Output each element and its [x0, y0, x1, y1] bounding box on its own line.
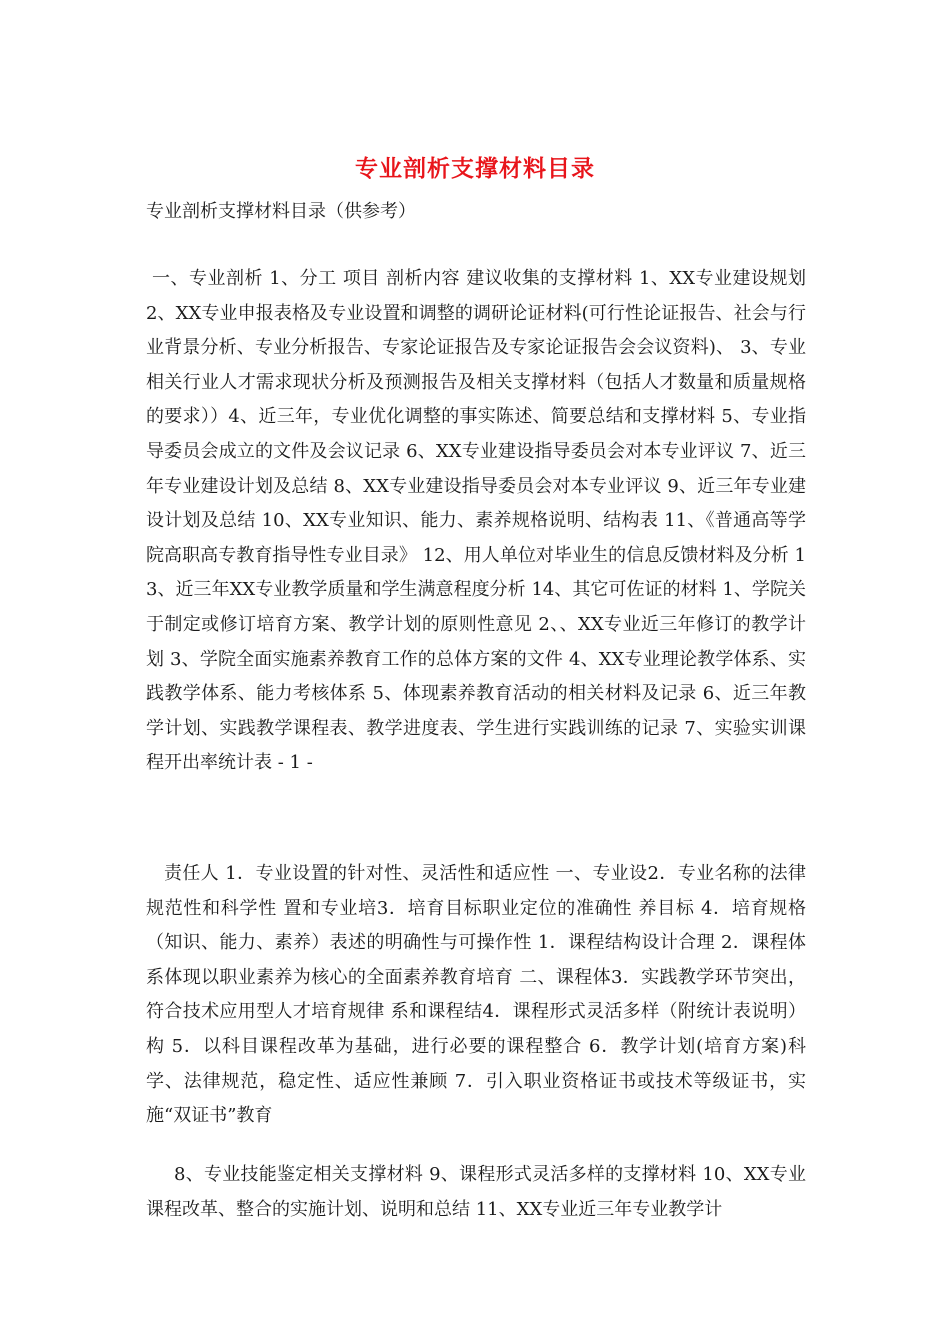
- paragraph-skills-appraisal: 8、专业技能鉴定相关支撑材料 9、课程形式灵活多样的支撑材料 10、XX专业课程改革、整合的实施计划、说明和总结 11、XX专业近三年专业教学计: [146, 1164, 806, 1220]
- paragraph-responsible-person: 责任人 1．专业设置的针对性、灵活性和适应性 一、专业设2．专业名称的法律规范性和科学性 置和专业培3．培育目标职业定位的准确性 养目标 4．培育规格（知识、能力、素养）表述的明确性与可操作性 1．课程结构设计合理 2．课程体系体现以职业素养为核心的全面素养教育培育 二、课程体3．实践教学环节突出，符合技术应用型人才培育规律 系和课程结4．课程形式灵活多样（附统计表说明） 构 5．以科目课程改革为基础，进行必要的课程整合 6．教学计划(培育方案)科学、法律规范，稳定性、适应性兼顾 7．引入职业资格证书或技术等级证书，实施“双证书”教育: [146, 863, 806, 1127]
- document-title: 专业剖析支撑材料目录: [355, 155, 595, 182]
- paragraph-major-analysis: 一、专业剖析 1、分工 项目 剖析内容 建议收集的支撑材料 1、XX专业建设规划 2、XX专业申报表格及专业设置和调整的调研论证材料(可行性论证报告、社会与行业背景分析、专业分析报告、专家论证报告及专家论证报告会会议资料)、 3、专业相关行业人才需求现状分析及预测报告及相关支撑材料（包括人才数量和质量规格的要求））4、近三年，专业优化调整的事实陈述、简要总结和支撑材料 5、专业指导委员会成立的文件及会议记录 6、XX专业建设指导委员会对本专业评议 7、近三年专业建设计划及总结 8、XX专业建设指导委员会对本专业评议 9、近三年专业建设计划及总结 10、XX专业知识、能力、素养规格说明、结构表 11、《普通高等学院高职高专教育指导性专业目录》 12、用人单位对毕业生的信息反馈材料及分析 13、近三年XX专业教学质量和学生满意程度分析 14、其它可佐证的材料 1、学院关于制定或修订培育方案、教学计划的原则性意见 2、、XX专业近三年修订的教学计划 3、学院全面实施素养教育工作的总体方案的文件 4、XX专业理论教学体系、实践教学体系、能力考核体系 5、体现素养教育活动的相关材料及记录 6、近三年教学计划、实践教学课程表、教学进度表、学生进行实践训练的记录 7、实验实训课程开出率统计表 - 1 -: [146, 268, 806, 774]
- document-subtitle: 专业剖析支撑材料目录（供参考）: [146, 201, 416, 222]
